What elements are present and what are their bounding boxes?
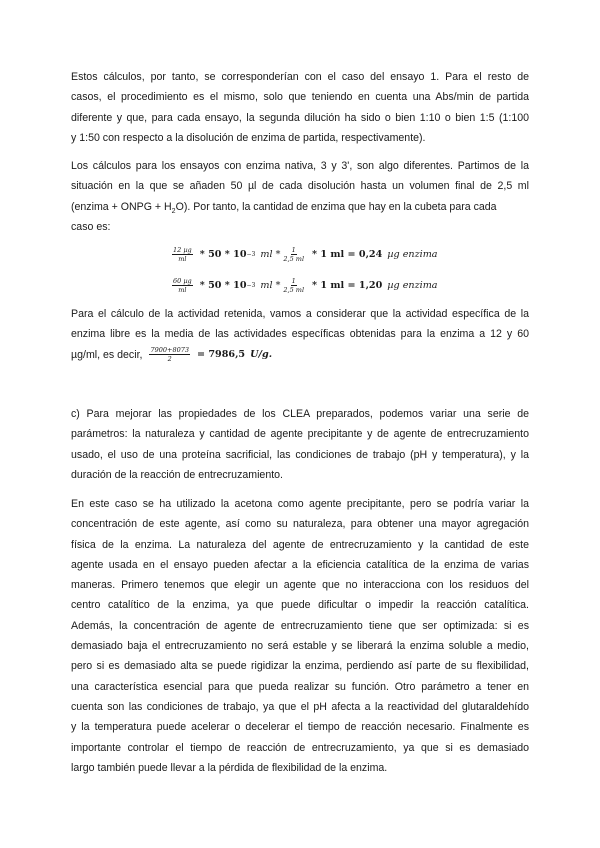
text-line: cuenta son las condiciones de trabajo, ya que el pH afecta a la reactividad del glutaraldehído (71, 700, 529, 713)
paragraph-2 (71, 156, 529, 237)
equation-term: ml * (260, 249, 281, 260)
text-line: diferente y que, para cada ensayo, la segunda dilución ha sido o bien 1:10 o bien 1:5 (1:100 (71, 111, 529, 124)
text-line: enzima libre es la media de las actividades específicas obtenidas para la enzima a 12 y 60 (71, 328, 529, 341)
text-line: Los cálculos para los ensayos con enzima nativa, 3 y 3', son algo diferentes. Partimos de la (71, 160, 529, 172)
fraction-denominator: 2,5 ml (283, 255, 305, 263)
equation-1: $\frac{\text{12 µg}}{ml}$ * 50 * 10 −3 ml * $\frac{1}{2,5 ml}$ * 1 ml = 0,24 µg enzima (173, 246, 438, 263)
text-line: y 1:50 con respecto a la disolución de enzima de partida, respectivamente). (71, 131, 426, 144)
text-fragment: (enzima + ONPG + H (71, 200, 172, 213)
equation-result: = 7986,5 (197, 348, 246, 360)
fraction-numerator: 1 (291, 246, 296, 254)
text-line: importante controlar el tiempo de reacción de entrecruzamiento, ya que si es demasiado (71, 741, 529, 754)
text-line: usado, el uso de una proteína sacrificial, las condiciones de trabajo (pH y temperatura), y la (71, 448, 529, 461)
text-line: pero si es demasiado alta se puede rigidizar la enzima, perdiendo así parte de su flexibilidad, (71, 660, 529, 673)
fraction (172, 246, 193, 263)
fraction-numerator: 7900+8073 (150, 346, 189, 355)
text-line: Para el cálculo de la actividad retenida, vamos a considerar que la actividad específica de la (71, 308, 529, 320)
text-line: agente usada en el ensayo pueden afectar a la eficiencia catalítica de la enzima de varias (71, 558, 529, 571)
equation-unit: µg enzima (387, 249, 438, 260)
equation-term: * 50 * 10 (199, 280, 247, 291)
equation-term: ml * (260, 280, 281, 291)
fraction-denominator: 2 (167, 355, 172, 364)
text-fragment: µg/ml, es decir, (71, 348, 143, 361)
text-line: duración de la reacción de entrecruzamiento. (71, 468, 283, 481)
fraction-numerator: 12 µg (173, 246, 192, 254)
text-line: Estos cálculos, por tanto, se corresponderían con el caso del ensayo 1. Para el resto de (71, 71, 529, 83)
equation-2: $\frac{\text{60 µg}}{ml}$ * 50 * 10 −3 ml * $\frac{1}{2,5 ml}$ * 1 ml = 1,20 µg enzima (173, 277, 438, 294)
text-fragment: O). Por tanto, la cantidad de enzima que hay en la cubeta para cada (175, 200, 497, 213)
paragraph-5 (71, 494, 529, 778)
text-line: situación en la que se añaden 50 µl de cada disolución hasta un volumen final de 2,5 ml (71, 180, 529, 193)
text-line: y la temperatura puede acelerar o decelerar el tiempo de reacción necesario. Finalmente es (71, 721, 529, 734)
fraction-numerator: 60 µg (173, 277, 192, 285)
text-line: física de la enzima. La naturaleza del agente de entrecruzamiento y la cantidad de este (71, 538, 529, 551)
paragraph-1 (71, 67, 529, 148)
equation-term: * 50 * 10 (199, 249, 247, 260)
fraction (282, 246, 305, 263)
equation-result: * 1 ml = 1,20 (312, 280, 383, 291)
text-line: parámetros: la naturaleza y cantidad de agente precipitante y de agente de entrecruzamiento (71, 428, 529, 441)
text-line: En este caso se ha utilizado la acetona como agente precipitante, pero se podría variar la (71, 498, 529, 510)
fraction-denominator: 2,5 ml (283, 286, 305, 294)
text-line: Además, la concentración de agente de entrecruzamiento tiene que ser optimizada: si es (71, 619, 529, 632)
equation-unit: µg enzima (387, 280, 438, 291)
equation-result: * 1 ml = 0,24 (312, 249, 383, 260)
subscript: 2 (171, 207, 176, 215)
text-line: demasiado baja el entrecruzamiento no será estable y se liberará la enzima soluble a medio, (71, 640, 529, 653)
inline-equation (147, 345, 272, 365)
fraction (149, 346, 190, 363)
text-line (71, 197, 529, 217)
paragraph-3 (71, 304, 529, 365)
equation-unit: U/g. (250, 348, 273, 360)
text-line: una característica esencial para que pueda realizar su función. Otro parámetro a tener en (71, 680, 529, 693)
text-line: largo también puede llevar a la pérdida de flexibilidad de la enzima. (71, 761, 388, 774)
text-line: c) Para mejorar las propiedades de los CLEA preparados, podemos variar una serie de (71, 408, 529, 420)
fraction-denominator: ml (178, 286, 187, 294)
fraction (172, 277, 193, 294)
text-line: caso es: (71, 220, 111, 233)
text-line: concentración de este agente, así como su naturaleza, para obtener una mayor agregación (71, 518, 529, 531)
text-line: maneras. Primero tenemos que elegir un agente que no interacciona con los residuos del (71, 579, 529, 592)
fraction-denominator: ml (178, 255, 187, 263)
text-line: centro catalítico de la enzima, ya que puede dificultar o impedir la reacción catalítica. (71, 599, 529, 612)
text-line: casos, el procedimiento es el mismo, solo que teniendo en cuenta una Abs/min de partida (71, 91, 529, 104)
paragraph-4 (71, 404, 529, 485)
text-line (71, 345, 529, 365)
fraction-numerator: 1 (291, 277, 296, 285)
fraction (282, 277, 305, 294)
